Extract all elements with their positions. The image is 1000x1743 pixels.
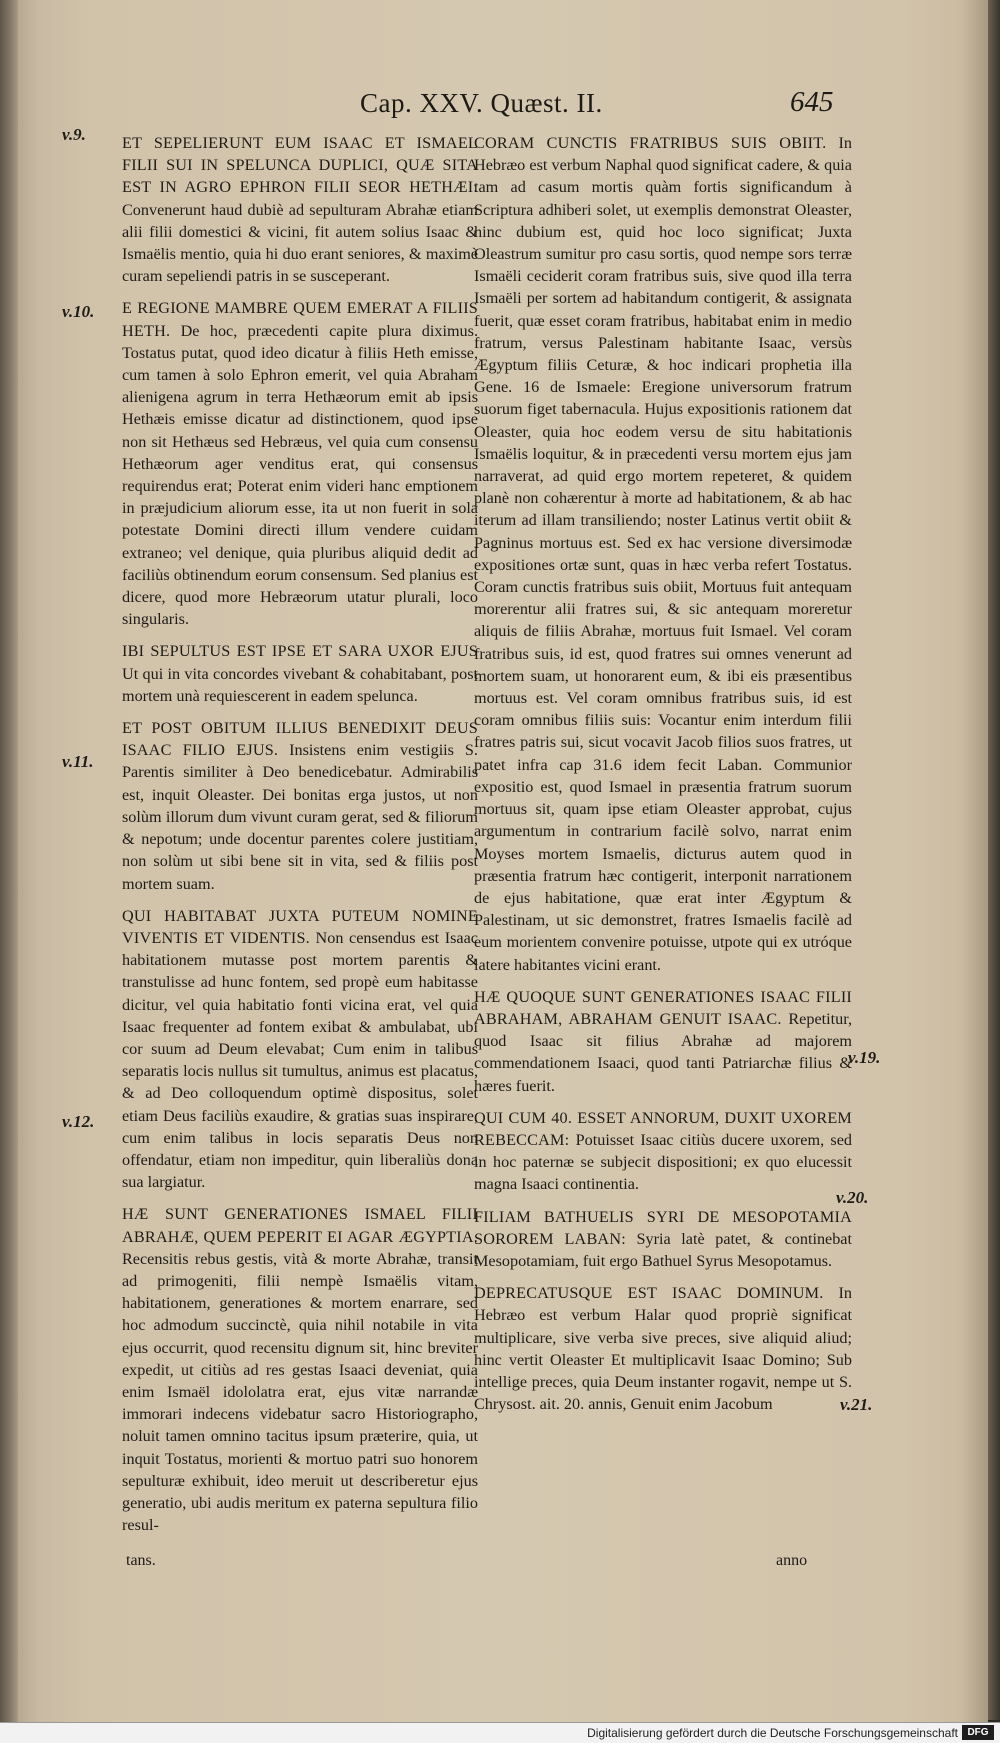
paragraph	[122, 905, 478, 1194]
footer-credit-text: Digitalisierung gefördert durch die Deutsche Forschungsgemeinschaft	[587, 1726, 958, 1740]
page-edge-shadow	[988, 0, 1000, 1720]
book-spine	[0, 0, 18, 1742]
commentary: Non censendus est Isaac habitationem mutasse post mortem parentis & transtulisse ad hunc fontem, sed propè eum habitasse dicitur, vel quia habitatio fonti vicina erat, vel quia Isaac frequenter ad fontem exibat & ambulabat, ubi cor suum ad Deum elevabat; Cum enim in talibus separatis locis nullus sit tumultus, animus est placatus, & ad Deo colloquendum optimè dispositus, solet etiam Deus faciliùs exaudire, & gratias suas inspirare, cum enim talibus in locis separatis Deus non offendatur, etiam non impeditur, quin liberaliùs dona sua largiatur.	[122, 928, 478, 1192]
paragraph	[474, 1107, 852, 1196]
commentary: Recensitis rebus gestis, vità & morte Abrahæ, transit ad primogeniti, filii nempè Ismaëlis vitam, habitationem, generationes & mortem enarrare, sed hoc admodum succinctè, quia nihil notabile in vita ejus occurrit, quod recensitu dignum sit, hinc breviter expedit, ut citiùs ad res gestas Isaaci deveniat, quia enim Ismaël idololatra erat, ejus vitæ narrandæ immorari indecens videbatur sacro Historiographo, noluit tamen omnino tacitus ipsum præterire, quia, ut inquit Tostatus, morienti & mortuo patri suo honorem sepulturæ exhibuit, ideo meruit ut describeretur ejus generatio, ubi audis meritum ex paterna sepultura filio resul-	[122, 1249, 478, 1535]
commentary: De hoc, præcedenti capite plura diximus. Tostatus putat, quod ideo dicatur à filiis Heth emisse, cum tamen à solo Ephron emerit, vel quia Abraham alienigena agrum in terra Hethæorum emit ab ipsis Hethæis emisse dicatur ad distinctionem, quod ipse non sit Hethæus sed Hebræus, vel quia cum consensu Hethæorum ager venditus erat, qui consensus requirendus erat; Poterat enim videri hanc emptionem in præjudicium aliorum esse, ita ut non fuerit in sola potestate Domini directi illum vendere cuidam extraneo; vel denique, quia pluribus aliquid dedit ad faciliùs obtinendum eorum consensum. Sed planius est dicere, quod more Hebræorum utatur plurali, loco singularis.	[122, 321, 478, 629]
verse-marker-19: v.19.	[848, 1048, 881, 1067]
lemma: E REGIONE MAMBRE QUEM EMERAT A FILIIS HETH.	[122, 299, 478, 340]
paragraph	[122, 717, 478, 895]
commentary: Convenerunt haud dubiè ad sepulturam Abrahæ etiam alii filii domestici & vicini, fit autem solius Isaac & Ismaëlis mentio, quia hi duo erant seniores, & maximè curam sepeliendi patris in se susceperant.	[122, 200, 478, 286]
commentary: In Hebræo est verbum Halar quod propriè significat multiplicare, sive verba sive preces, sive aliquid aliud; hinc vertit Oleaster Et multiplicavit Isaac Domino; Sub intellige preces, quia Deum instanter rogavit, nempe ut S. Chrysost. ait. 20. annis, Genuit enim Jacobum	[474, 1284, 853, 1414]
paragraph	[474, 1206, 852, 1273]
verse-marker-12: v.12.	[62, 1112, 95, 1131]
lemma: HÆ SUNT GENERATIONES ISMAEL FILII ABRAHÆ, QUEM PEPERIT EI AGAR ÆGYPTIA.	[122, 1205, 478, 1246]
left-column	[122, 132, 478, 1546]
paragraph	[122, 1203, 478, 1536]
running-head: Cap. XXV. Quæst. II.	[360, 88, 603, 118]
commentary: Ut qui in vita concordes vivebant & cohabitabant, post mortem unà requiescerent in eadem spelunca.	[122, 664, 478, 705]
page-end-word: tans.	[126, 1552, 156, 1569]
paragraph	[474, 132, 852, 976]
lemma: CORAM CUNCTIS FRATRIBUS SUIS OBIIT.	[474, 134, 827, 152]
lemma: FILIAM BATHUELIS SYRI DE MESOPOTAMIA SOROREM LABAN:	[474, 1207, 852, 1248]
paragraph	[122, 132, 478, 287]
verse-marker-21: v.21.	[840, 1395, 873, 1414]
commentary: Insistens enim vestigiis S. Parentis similiter à Deo benedicebatur. Admirabilis est, inquit Oleaster. Dei bonitas erga justos, ut non solùm illorum dum vivunt curam gerat, sed & filiorum & nepotum; unde docentur parentes colere justitiam, non solùm ut sibi bene sit in vita, sed & filiis post mortem suam.	[122, 741, 478, 893]
page-number: 645	[790, 86, 834, 118]
catchword: anno	[776, 1552, 808, 1569]
paragraph	[474, 986, 852, 1097]
commentary: Repetitur, quod Isaac sit filius Abrahæ ad majorem commendationem Isaaci, quod tanti Patriarchæ filius & hæres fuerit.	[474, 1009, 852, 1095]
digitization-footer	[0, 1722, 1000, 1743]
lemma: ET POST OBITUM ILLIUS BENEDIXIT DEUS ISAAC FILIO EJUS.	[122, 719, 478, 760]
lemma: QUI CUM 40. ESSET ANNORUM, DUXIT UXOREM REBECCAM:	[474, 1108, 852, 1149]
lemma: DEPRECATUSQUE EST ISAAC DOMINUM.	[474, 1284, 824, 1303]
right-column	[474, 132, 852, 1425]
verse-marker-20: v.20.	[836, 1188, 869, 1207]
lemma: IBI SEPULTUS EST IPSE ET SARA UXOR EJUS	[122, 642, 478, 661]
paragraph	[122, 297, 478, 630]
commentary: In Hebræo est verbum Naphal quod significat cadere, & quia tam ad casum mortis quàm fortis significandum à Scriptura adhiberi solet, ut exemplis demonstrat Oleaster, hinc dubium est, quid hoc loco significat; Juxta Oleastrum sumitur pro casu sortis, quod nempe sors terræ Ismaëli ceciderit coram fratribus suis, sive quod illa terra Ismaëli per sortem ad habitandum contigerit, & assignata fuerit, quæ esset coram fratribus, habitabat enim in medio fratrum, versus Palestinam habitante Isaac, versùs Ægyptum filiis Ceturæ, & hoc indicari prophetia illa Gene. 16 de Ismaele: Eregione universorum fratrum suorum figet tabernacula. Hujus expositionis rationem dat Oleaster, quia hoc eodem versu de situ habitationis Ismaëlis loquitur, & in præcedenti versu mortem ejus jam narraverat, ad quid ergo mortem repeteret, & quidem planè non cohærentur à morte ad habitationem, & ab hac iterum ad illam transiliendo; noster Latinus vertit obiit & Pagninus mortuus est. Sed ex hac versione diversimodæ expositiones ortæ sunt, quas in hæc verba refert Tostatus. Coram cunctis fratribus suis obiit, Mortuus fuit antequam morerentur alii fratres sui, & sic antequam moreretur aliquis de filiis Abrahæ, mortuus fuit Ismael. Vel coram fratribus suis, id est, quod fratres sui omnes venerunt ad mortem suam, ut honorarent eum, & ibi eis præsentibus mortuus est. Vel coram omnibus fratribus suis, id est coram omnibus filiis suis: Vocantur enim interdum filii fratres patris sui, sicut vocavit Jacob filios suos fratres, ut patet infra cap 31.6 idem fecit Laban. Communior expositio est, quod Ismael in præsentia fratrum suorum mortuus sit, quam ipse etiam Oleaster approbat, cujus argumentum in contrarium facilè solvo, narrat enim Moyses mortem Ismaelis, dicturus autem quod in præsentia fratrum hæc contigerit, interponit narrationem de ejus habitatione, quæ erat inter Ægyptum & Palestinam, ut sic demonstret, fratres Ismaelis facilè ad eum morientem convenire potuisse, utpote qui ex utróque latere habitantes vicini erant.	[474, 134, 852, 974]
commentary: Potuisset Isaac citiùs ducere uxorem, sed in hoc paternæ se subjecit dispositioni; ex quo elucessit magna Isaaci continentia.	[474, 1130, 852, 1194]
lemma: QUI HABITABAT JUXTA PUTEUM NOMINE VIVENTIS ET VIDENTIS.	[122, 906, 478, 947]
lemma: HÆ QUOQUE SUNT GENERATIONES ISAAC FILII ABRAHAM, ABRAHAM GENUIT ISAAC.	[474, 987, 852, 1028]
verse-marker-11: v.11.	[62, 752, 94, 771]
verse-marker-9: v.9.	[62, 125, 86, 144]
dfg-logo-icon: DFG	[962, 1725, 994, 1740]
lemma: ET SEPELIERUNT EUM ISAAC ET ISMAEL FILII SUI IN SPELUNCA DUPLICI, QUÆ SITA EST IN AGRO EPHRON FILII SEOR HETHÆI:	[122, 134, 478, 197]
paragraph	[474, 1282, 852, 1415]
paragraph	[122, 640, 478, 707]
verse-marker-10: v.10.	[62, 302, 95, 321]
commentary: Syria latè patet, & continebat Mesopotamiam, fuit ergo Bathuel Syrus Mesopotamus.	[474, 1229, 852, 1270]
